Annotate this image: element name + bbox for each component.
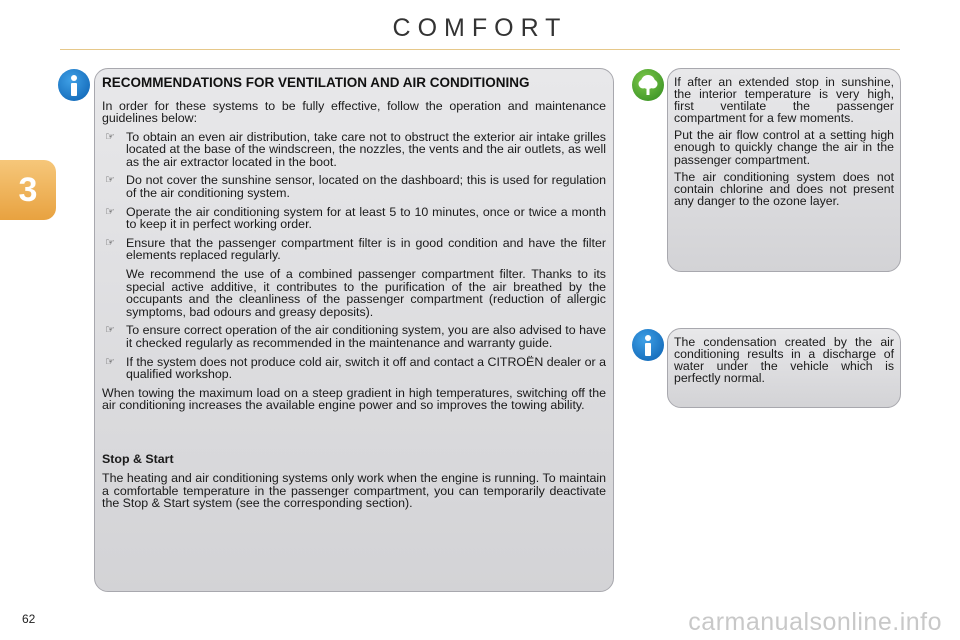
pointing-hand-icon: ☞ [105, 236, 115, 249]
eco-note-box [667, 68, 901, 272]
list-item: ☞ Operate the air conditioning system for at least 5 to 10 minutes, once or twice a month to keep it in perfect working order. [105, 204, 606, 232]
list-item: ☞ To obtain an even air distribution, take care not to obstruct the exterior air intake grilles located at the base of the windscreen, the nozzles, the vents and the air outlets, as well as the air extractor located in the boot. [105, 129, 606, 169]
intro-paragraph: In order for these systems to be fully effective, follow the operation and maintenance guidelines below: [102, 98, 606, 126]
pointing-hand-icon: ☞ [105, 355, 115, 368]
stop-start-paragraph: The heating and air conditioning systems only work when the engine is running. To maintain a comfortable temperature in the passenger compartment, you can temporarily deactivate the Stop & Start system (see the corresponding section). [102, 470, 606, 511]
info-icon [58, 69, 90, 101]
list-item: ☞ To ensure correct operation of the air conditioning system, you are also advised to have it checked regularly as recommended in the maintenance and warranty guide. [105, 323, 606, 350]
info-icon [632, 329, 664, 361]
recommendations-box [94, 68, 614, 592]
tree-icon [632, 69, 664, 101]
recommendations-title: RECOMMENDATIONS FOR VENTILATION AND AIR CONDITIONING [102, 75, 530, 90]
list-item: ☞ If the system does not produce cold air, switch it off and contact a CITROËN dealer or a qualified workshop. [105, 354, 606, 382]
list-item: ☞ Ensure that the passenger compartment filter is in good condition and have the filter elements replaced regularly. [105, 235, 606, 263]
stop-start-title: Stop & Start [102, 451, 174, 466]
pointing-hand-icon: ☞ [105, 130, 115, 143]
condensation-paragraph: The condensation created by the air conditioning results in a discharge of water under the vehicle which is perfectly normal. [674, 335, 894, 386]
pointing-hand-icon: ☞ [105, 174, 115, 187]
bullet-list [102, 324, 606, 380]
eco-paragraph: If after an extended stop in sunshine, the interior temperature is very high, first ventilate the passenger compartment for a few moments. [674, 75, 894, 126]
header-divider [60, 49, 900, 50]
info-note-box [667, 328, 901, 408]
filter-recommendation: We recommend the use of a combined passenger compartment filter. Thanks to its special active additive, it contributes to the purification of the air breathed by the occupants and the cleanliness of the passenger compartment (reduction of allergic symptoms, bad odours and greasy deposits). [126, 267, 606, 319]
watermark: carmanualsonline.info [688, 608, 942, 636]
chapter-number: 3 [18, 171, 38, 209]
eco-tree-icon [632, 69, 664, 101]
page-number: 62 [22, 612, 36, 626]
eco-paragraph: The air conditioning system does not contain chlorine and does not present any danger to the ozone layer. [674, 169, 894, 208]
chapter-tab [0, 160, 56, 220]
pointing-hand-icon: ☞ [105, 324, 115, 337]
eco-paragraph: Put the air flow control at a setting high enough to quickly change the air in the passenger compartment. [674, 128, 894, 167]
pointing-hand-icon: ☞ [105, 205, 115, 218]
page-title: COMFORT [392, 14, 568, 42]
towing-paragraph: When towing the maximum load on a steep gradient in high temperatures, switching off the air conditioning increases the available engine power and so improves the towing ability. [102, 385, 606, 413]
bullet-list [102, 131, 606, 262]
list-item: ☞ Do not cover the sunshine sensor, located on the dashboard; this is used for regulation of the air conditioning system. [105, 173, 606, 201]
